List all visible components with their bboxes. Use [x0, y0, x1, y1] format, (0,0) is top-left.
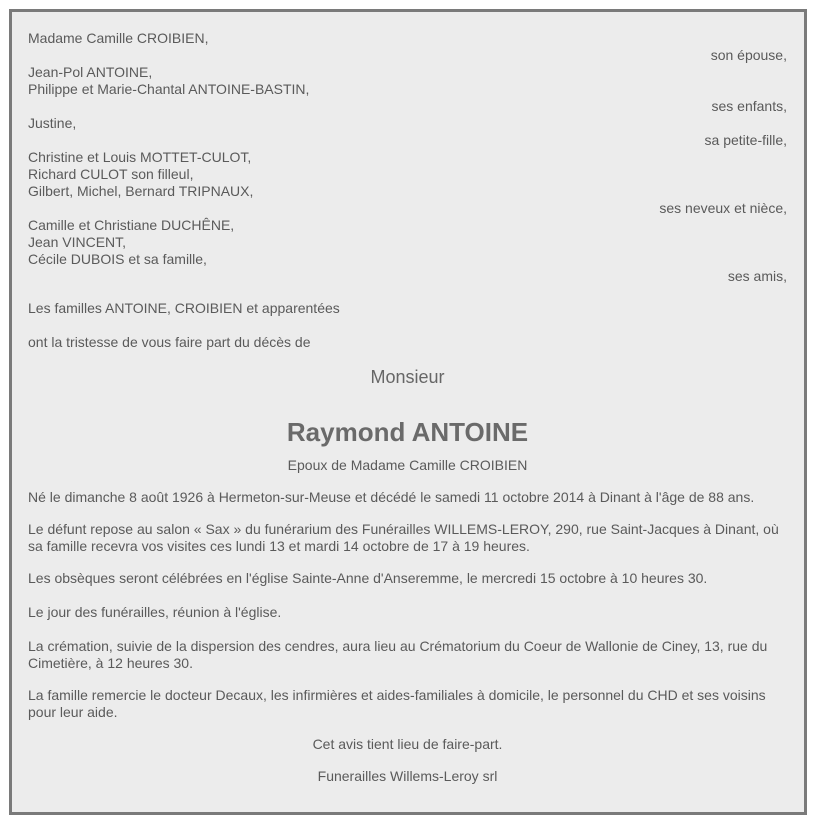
paragraph-visitation: Le défunt repose au salon « Sax » du funérarium des Funérailles WILLEMS-LEROY, 290, rue Saint-Jacques à Dinant, où sa famille recevra vos visites ces lundi 13 et mardi 14 octobre de 17 à 19 heures.	[28, 521, 779, 554]
funeral-home: Funerailles Willems-Leroy srl	[317, 768, 498, 784]
spouse-line: Epoux de Madame Camille CROIBIEN	[287, 457, 528, 473]
deceased-name: Raymond ANTOINE	[286, 417, 529, 447]
family-line: Philippe et Marie-Chantal ANTOINE-BASTIN,	[28, 81, 310, 97]
family-relation: ses amis,	[727, 268, 787, 284]
family-relation: ses enfants,	[711, 98, 787, 114]
obituary-content	[28, 30, 787, 785]
family-line: Cécile DUBOIS et sa famille,	[28, 251, 207, 267]
family-line: Camille et Christiane DUCHÊNE,	[28, 217, 235, 233]
closing-line: Cet avis tient lieu de faire-part.	[312, 736, 503, 752]
family-relation: ses neveux et nièce,	[659, 200, 787, 216]
paragraph-meeting: Le jour des funérailles, réunion à l'église.	[28, 604, 282, 620]
obituary-frame	[9, 9, 807, 815]
family-relation: sa petite-fille,	[704, 132, 787, 148]
families-line: Les familles ANTOINE, CROIBIEN et apparentées	[28, 300, 340, 316]
family-line: Madame Camille CROIBIEN,	[28, 30, 209, 46]
family-line: Jean-Pol ANTOINE,	[28, 64, 153, 80]
family-line: Jean VINCENT,	[28, 234, 127, 250]
paragraph-ceremony: Les obsèques seront célébrées en l'église Sainte-Anne d'Anseremme, le mercredi 15 octobre à 10 heures 30.	[28, 570, 708, 586]
announcement-line: ont la tristesse de vous faire part du décès de	[28, 334, 311, 350]
family-line: Justine,	[28, 115, 77, 131]
family-relation: son épouse,	[710, 47, 787, 63]
paragraph-birth-death: Né le dimanche 8 août 1926 à Hermeton-sur-Meuse et décédé le samedi 11 octobre 2014 à Dinant à l'âge de 88 ans.	[28, 489, 755, 505]
family-line: Gilbert, Michel, Bernard TRIPNAUX,	[28, 183, 254, 199]
family-line: Christine et Louis MOTTET-CULOT,	[28, 149, 252, 165]
family-line: Richard CULOT son filleul,	[28, 166, 194, 182]
paragraph-thanks: La famille remercie le docteur Decaux, les infirmières et aides-familiales à domicile, le personnel du CHD et ses voisins pour leur aide.	[28, 687, 766, 720]
paragraph-cremation: La crémation, suivie de la dispersion des cendres, aura lieu au Crématorium du Coeur de Wallonie de Ciney, 13, rue du Cimetière, à 12 heures 30.	[28, 638, 768, 671]
deceased-title: Monsieur	[370, 367, 445, 387]
